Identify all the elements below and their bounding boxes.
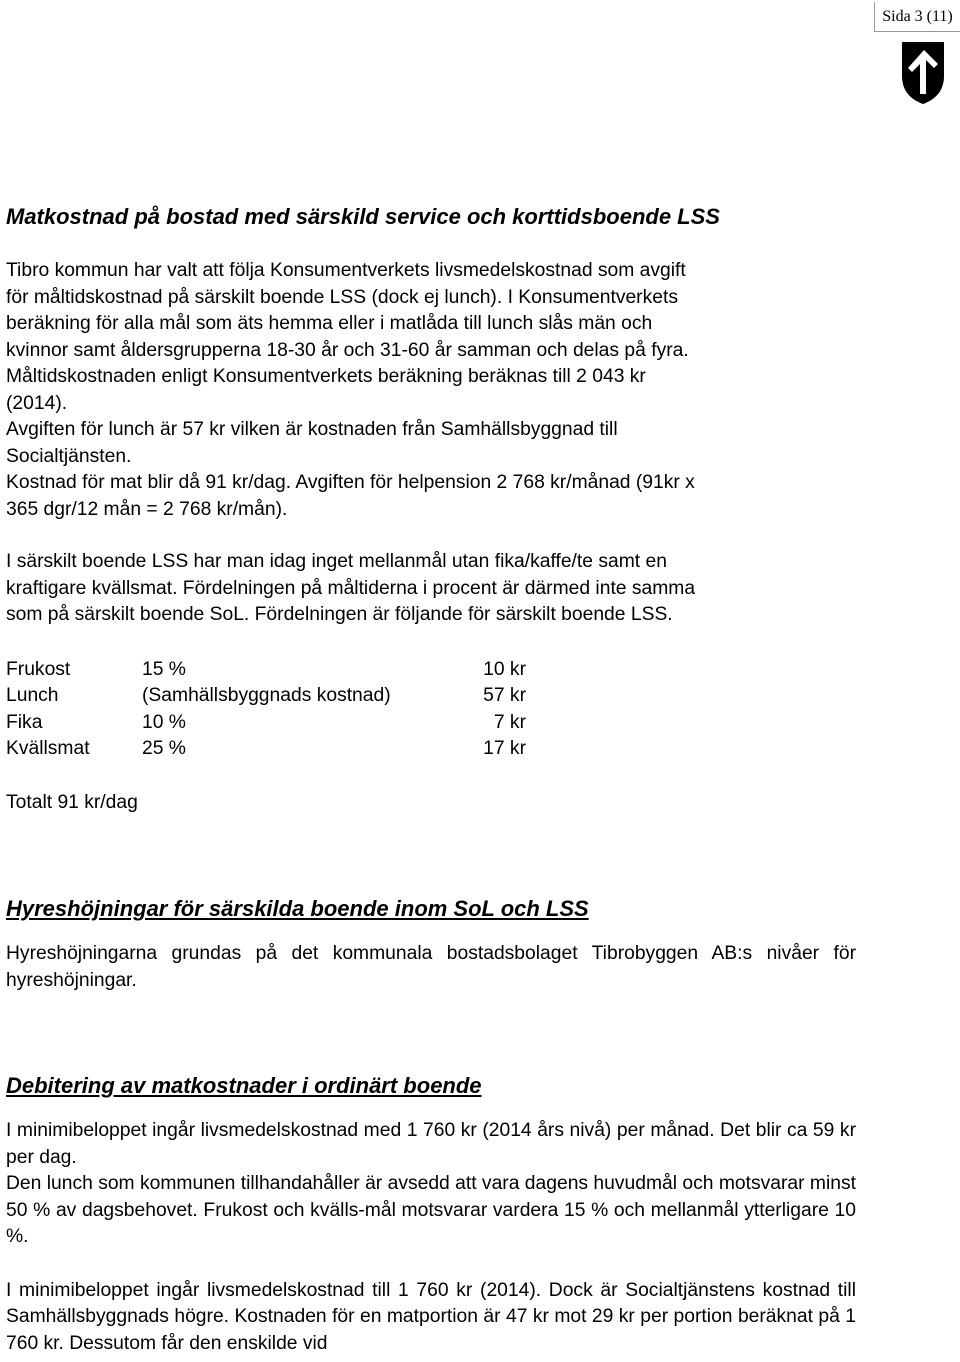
text-line: Måltidskostnaden enligt Konsumentverkets beräkning beräknas till 2 043 kr xyxy=(6,366,646,387)
section-heading-hyreshojningar: Hyreshöjningar för särskilda boende inom SoL och LSS xyxy=(6,896,589,921)
meal-share: 25 % xyxy=(142,738,186,759)
meal-name: Lunch xyxy=(6,685,59,706)
meal-name: Kvällsmat xyxy=(6,738,90,759)
paragraph-minimibelopp: I minimibeloppet ingår livsmedelskostnad med 1 760 kr (2014 års nivå) per månad. Det blir ca 59 kr per dag. xyxy=(6,1120,856,1168)
meal-name: Frukost xyxy=(6,658,71,680)
text-line: som på särskilt boende SoL. Fördelningen är följande för särskilt boende LSS. xyxy=(6,604,673,625)
paragraph-lunch: Den lunch som kommunen tillhandahåller är avsedd att vara dagens huvudmål och motsvarar minst 50 % av dagsbehovet. Frukost och kvälls-mål motsvarar vardera 15 % och mellanmål ytterligare 10 %. xyxy=(6,1173,856,1247)
paragraph-hyreshojningar: Hyreshöjningarna grundas på det kommunala bostadsbolaget Tibrobyggen AB:s nivåer för hyreshöjningar. xyxy=(6,943,856,991)
document-body xyxy=(6,200,856,1357)
municipal-coat-of-arms-icon xyxy=(900,40,946,106)
section-heading-debitering: Debitering av matkostnader i ordinärt boende xyxy=(6,1073,482,1098)
text-line: beräkning för alla mål som äts hemma eller i matlåda till lunch slås män och xyxy=(6,313,653,334)
meal-share: (Samhällsbyggnads kostnad) xyxy=(142,685,391,706)
meal-share: 10 % xyxy=(142,711,186,733)
table-row xyxy=(6,657,526,684)
section-heading-matkostnad: Matkostnad på bostad med särskild service och korttidsboende LSS xyxy=(6,204,720,229)
text-line: kraftigare kvällsmat. Fördelningen på måltiderna i procent är därmed inte samma xyxy=(6,577,696,599)
meal-cost-table xyxy=(6,657,526,763)
page-number: Sida 3 (11) xyxy=(874,2,960,32)
total-per-day: Totalt 91 kr/dag xyxy=(6,791,138,813)
text-line: för måltidskostnad på särskilt boende LSS (dock ej lunch). I Konsumentverkets xyxy=(6,286,678,308)
paragraph-lss-fordelning xyxy=(6,549,856,629)
text-line: 365 dgr/12 mån = 2 768 kr/mån). xyxy=(6,498,288,520)
table-row xyxy=(6,683,526,710)
text-line: (2014). xyxy=(6,392,68,414)
text-line: Kostnad för mat blir då 91 kr/dag. Avgiften för helpension 2 768 kr/månad (91kr x xyxy=(6,472,695,493)
meal-cost: 57 kr xyxy=(483,685,526,706)
meal-cost: 10 kr xyxy=(483,658,526,680)
meal-share: 15 % xyxy=(142,658,186,680)
table-row xyxy=(6,710,526,737)
meal-cost: 7 kr xyxy=(493,711,526,733)
text-line: I särskilt boende LSS har man idag inget mellanmål utan fika/kaffe/te samt en xyxy=(6,551,667,572)
text-line: kvinnor samt åldersgrupperna 18-30 år och 31-60 år samman och delas på fyra. xyxy=(6,339,689,361)
text-line: Socialtjänsten. xyxy=(6,445,132,467)
meal-name: Fika xyxy=(6,711,43,733)
paragraph-matkostnad xyxy=(6,258,856,523)
paragraph-matportion: I minimibeloppet ingår livsmedelskostnad till 1 760 kr (2014). Dock är Socialtjänstens kostnad till Samhällsbyggnads högre. Kostnaden för en matportion är 47 kr mot 29 kr per portion beräknat på 1 760 kr. Dessutom får den enskilde vid xyxy=(6,1279,856,1354)
text-line: Tibro kommun har valt att följa Konsumentverkets livsmedelskostnad som avgift xyxy=(6,260,686,281)
table-row xyxy=(6,736,526,763)
meal-cost: 17 kr xyxy=(483,738,526,759)
text-line: Avgiften för lunch är 57 kr vilken är kostnaden från Samhällsbyggnad till xyxy=(6,419,618,440)
